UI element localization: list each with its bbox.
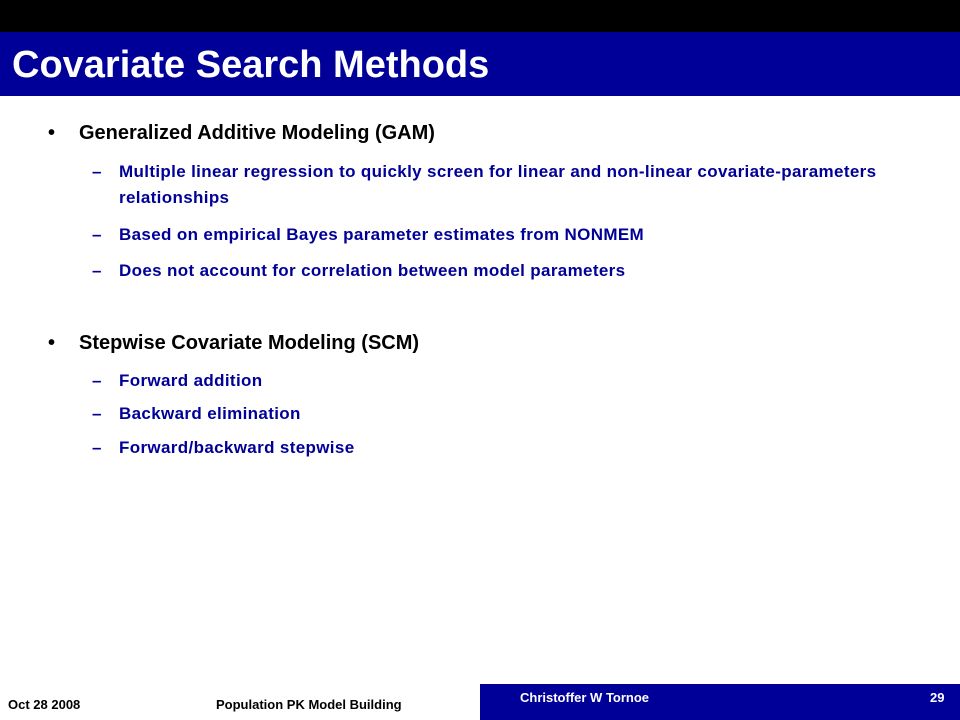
sub-item-scm-1 — [92, 368, 892, 394]
sub-item-scm-3-text: Forward/backward stepwise — [119, 438, 355, 457]
sub-item-scm-1-text: Forward addition — [119, 371, 263, 390]
footer-author: Christoffer W Tornoe — [520, 690, 650, 705]
dash-mark: – — [92, 225, 102, 244]
sub-item-gam-2-text: Based on empirical Bayes parameter estimates from NONMEM — [119, 225, 645, 244]
sub-item-gam-2 — [92, 222, 892, 248]
footer-date: Oct 28 2008 — [8, 697, 81, 712]
dash-mark: – — [92, 404, 102, 423]
sub-item-scm-2 — [92, 401, 892, 427]
dash-mark: – — [92, 261, 102, 280]
page-number: 29 — [930, 690, 945, 705]
footer-topic: Population PK Model Building — [216, 697, 402, 712]
bullet-mark: • — [48, 122, 56, 144]
sub-item-gam-3 — [92, 258, 892, 284]
bullet-scm-text: Stepwise Covariate Modeling (SCM) — [79, 332, 420, 354]
bullet-gam-text: Generalized Additive Modeling (GAM) — [79, 122, 435, 144]
sub-item-gam-1-text: Multiple linear regression to quickly screen for linear and non-linear covariate-parameters relationships — [119, 162, 877, 207]
sub-item-gam-1 — [92, 159, 892, 211]
dash-mark: – — [92, 371, 102, 390]
dash-mark: – — [92, 162, 102, 181]
sub-item-gam-3-text: Does not account for correlation between model parameters — [119, 261, 626, 280]
sub-item-scm-2-text: Backward elimination — [119, 404, 301, 423]
sub-item-scm-3 — [92, 435, 892, 461]
slide-title: Covariate Search Methods — [12, 44, 490, 86]
dash-mark: – — [92, 438, 102, 457]
bullet-mark: • — [48, 332, 56, 354]
